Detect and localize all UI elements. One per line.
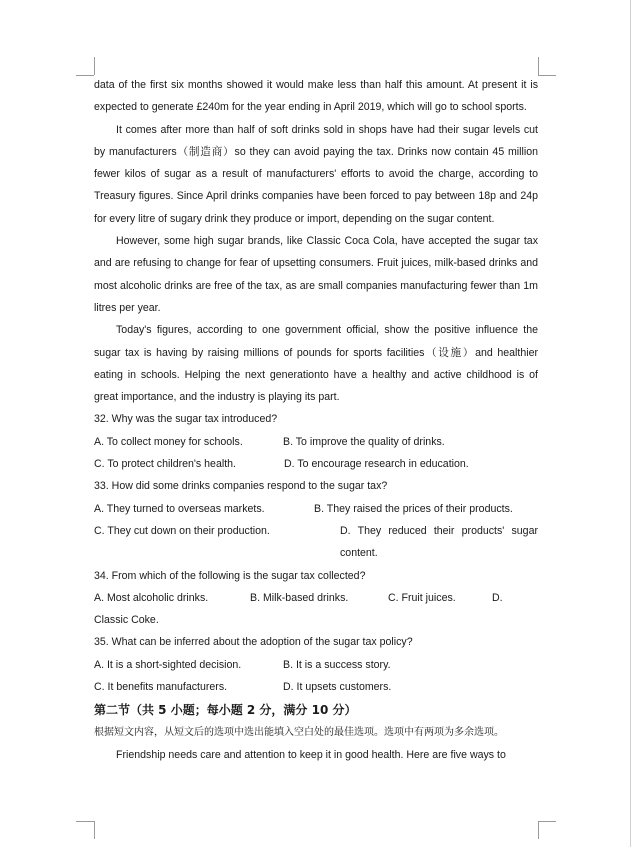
question-32-stem: 32. Why was the sugar tax introduced? <box>94 413 278 426</box>
section-2-intro: Friendship needs care and attention to keep it in good health. Here are five ways to <box>116 749 506 762</box>
question-34-stem: 34. From which of the following is the sugar tax collected? <box>94 569 366 582</box>
passage-paragraph-1: It comes after more than half of soft drinks sold in shops have had their sugar levels cut by manufacturers（制造商）so they can avoid paying the tax. Drinks now contain 45 million fewer kilos of sugar as a result of manufacturers' efforts to avoid the charge, according to Treasury figures. Since April drinks companies have been forced to pay between 18p and 24p for every litre of sugary drink they produce or import, depending on the sugar content. <box>94 123 538 225</box>
crop-mark-top-right-v <box>538 57 539 75</box>
question-33-options-row-1 <box>94 498 538 520</box>
passage-paragraph-2: However, some high sugar brands, like Classic Coca Cola, have accepted the sugar tax and are refusing to change for fear of upsetting consumers. Fruit juices, milk-based drinks and most alcoholic drinks are free of the tax, as are small companies manufacturing fewer than 1m litres per year. <box>94 235 538 314</box>
section-2-heading: 第二节（共 5 小题；每小题 2 分，满分 10 分） <box>94 703 357 718</box>
question-34-option-c: C. Fruit juices. <box>388 591 456 604</box>
question-35-stem: 35. What can be inferred about the adoption of the sugar tax policy? <box>94 636 413 649</box>
question-33-option-a: A. They turned to overseas markets. <box>94 502 265 515</box>
crop-mark-bottom-right-h <box>538 821 556 822</box>
crop-mark-bottom-right-v <box>538 821 539 839</box>
page-right-edge <box>630 0 631 847</box>
question-35-option-b: B. It is a success story. <box>283 658 391 671</box>
question-34-options <box>94 587 538 632</box>
question-33-stem: 33. How did some drinks companies respond to the sugar tax? <box>94 480 388 493</box>
crop-mark-top-right-h <box>538 75 556 76</box>
question-34-option-b: B. Milk-based drinks. <box>250 591 349 604</box>
crop-mark-top-left-v <box>94 57 95 75</box>
question-33-option-d: D. They reduced their products' sugar content. <box>340 524 538 560</box>
crop-mark-bottom-left-h <box>76 821 94 822</box>
question-34-option-d: D. Classic Coke. <box>94 591 503 627</box>
question-34-option-a: A. Most alcoholic drinks. <box>94 591 209 604</box>
question-35-option-d: D. It upsets customers. <box>283 681 392 694</box>
question-35-option-a: A. It is a short-sighted decision. <box>94 658 242 671</box>
question-32-option-d: D. To encourage research in education. <box>284 458 469 471</box>
passage-paragraph-0: data of the first six months showed it would make less than half this amount. At present it is expected to generate £240m for the year ending in April 2019, which will go to school sports. <box>94 79 538 114</box>
question-35-options-row-2 <box>94 676 538 698</box>
question-32-options-row-2 <box>94 453 538 475</box>
question-35-option-c: C. It benefits manufacturers. <box>94 681 228 694</box>
question-32-options-row-1 <box>94 431 538 453</box>
document-body <box>94 74 538 767</box>
question-32-option-c: C. To protect children's health. <box>94 458 236 471</box>
question-33-option-c: C. They cut down on their production. <box>94 524 270 537</box>
question-33-options-row-2 <box>94 520 538 565</box>
question-35-options-row-1 <box>94 654 538 676</box>
crop-mark-top-left-h <box>76 75 94 76</box>
section-2-instructions: 根据短文内容，从短文后的选项中选出能填入空白处的最佳选项。选项中有两项为多余选项。 <box>94 727 504 739</box>
question-32-option-a: A. To collect money for schools. <box>94 435 243 448</box>
crop-mark-bottom-left-v <box>94 821 95 839</box>
passage-paragraph-3: Today's figures, according to one government official, show the positive influence the sugar tax is having by raising millions of pounds for sports facilities（设施）and healthier eating in schools. Helping the next generationto have a healthy and active childhood is of great importance, and the industry is playing its part. <box>94 324 538 404</box>
question-32-option-b: B. To improve the quality of drinks. <box>283 435 445 448</box>
question-33-option-b: B. They raised the prices of their products. <box>314 502 513 515</box>
